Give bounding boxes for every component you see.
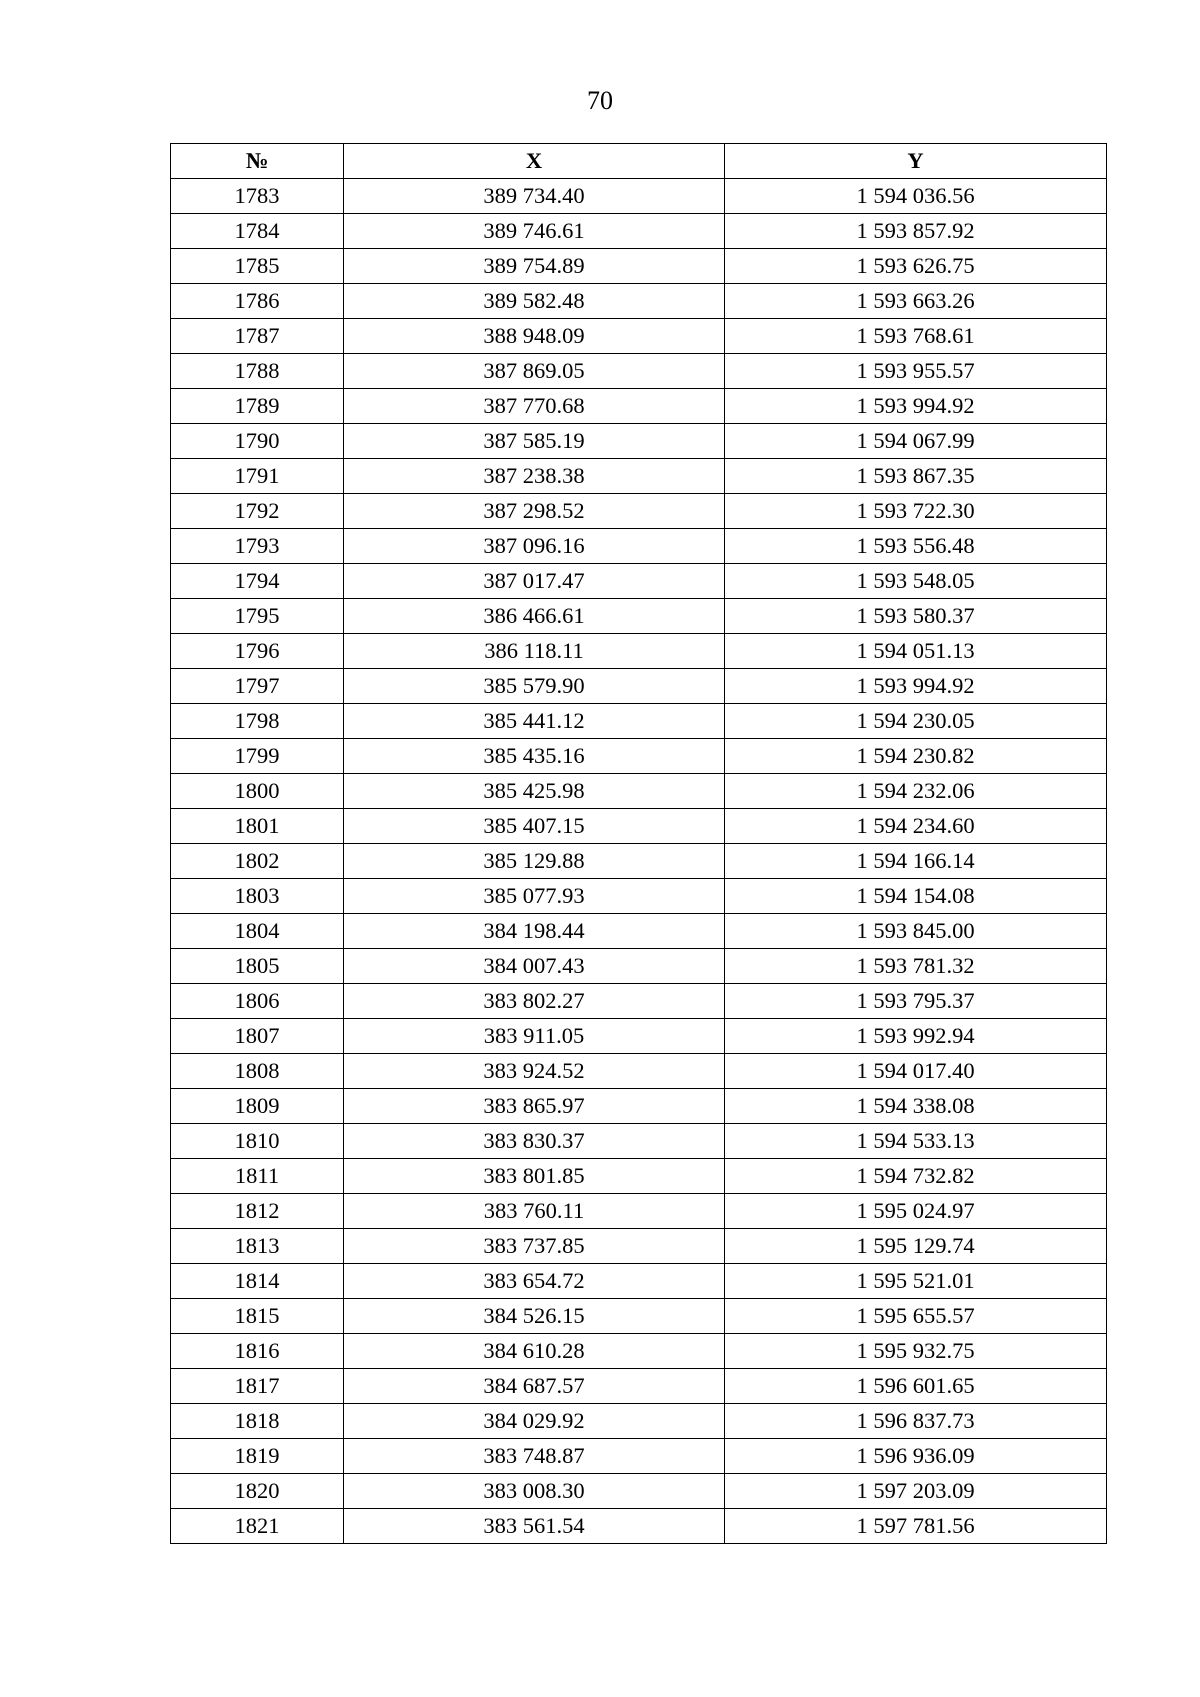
table-row bbox=[171, 459, 1107, 494]
table-row bbox=[171, 914, 1107, 949]
point-number-cell: 1783 bbox=[171, 179, 344, 214]
table-row bbox=[171, 1334, 1107, 1369]
point-number-cell: 1812 bbox=[171, 1194, 344, 1229]
point-number-cell: 1790 bbox=[171, 424, 344, 459]
table-row bbox=[171, 179, 1107, 214]
x-coordinate-cell: 387 017.47 bbox=[344, 564, 725, 599]
table-row bbox=[171, 214, 1107, 249]
y-coordinate-cell: 1 595 521.01 bbox=[725, 1264, 1107, 1299]
table-row bbox=[171, 1404, 1107, 1439]
y-coordinate-cell: 1 593 663.26 bbox=[725, 284, 1107, 319]
x-coordinate-cell: 387 585.19 bbox=[344, 424, 725, 459]
y-coordinate-cell: 1 593 795.37 bbox=[725, 984, 1107, 1019]
x-coordinate-cell: 383 737.85 bbox=[344, 1229, 725, 1264]
table-header bbox=[171, 144, 1107, 179]
y-coordinate-cell: 1 593 722.30 bbox=[725, 494, 1107, 529]
table-row bbox=[171, 1124, 1107, 1159]
point-number-cell: 1811 bbox=[171, 1159, 344, 1194]
table-row bbox=[171, 354, 1107, 389]
table-row bbox=[171, 1439, 1107, 1474]
column-header-number: № bbox=[171, 144, 344, 179]
table-row bbox=[171, 949, 1107, 984]
y-coordinate-cell: 1 593 845.00 bbox=[725, 914, 1107, 949]
x-coordinate-cell: 385 579.90 bbox=[344, 669, 725, 704]
point-number-cell: 1798 bbox=[171, 704, 344, 739]
x-coordinate-cell: 387 096.16 bbox=[344, 529, 725, 564]
point-number-cell: 1785 bbox=[171, 249, 344, 284]
y-coordinate-cell: 1 596 601.65 bbox=[725, 1369, 1107, 1404]
y-coordinate-cell: 1 597 781.56 bbox=[725, 1509, 1107, 1544]
x-coordinate-cell: 384 007.43 bbox=[344, 949, 725, 984]
x-coordinate-cell: 384 687.57 bbox=[344, 1369, 725, 1404]
y-coordinate-cell: 1 593 626.75 bbox=[725, 249, 1107, 284]
table-row bbox=[171, 319, 1107, 354]
x-coordinate-cell: 383 760.11 bbox=[344, 1194, 725, 1229]
point-number-cell: 1821 bbox=[171, 1509, 344, 1544]
point-number-cell: 1805 bbox=[171, 949, 344, 984]
x-coordinate-cell: 386 466.61 bbox=[344, 599, 725, 634]
table-row bbox=[171, 494, 1107, 529]
table-row bbox=[171, 1089, 1107, 1124]
y-coordinate-cell: 1 596 936.09 bbox=[725, 1439, 1107, 1474]
point-number-cell: 1806 bbox=[171, 984, 344, 1019]
header-row bbox=[171, 144, 1107, 179]
x-coordinate-cell: 389 734.40 bbox=[344, 179, 725, 214]
y-coordinate-cell: 1 593 992.94 bbox=[725, 1019, 1107, 1054]
y-coordinate-cell: 1 594 232.06 bbox=[725, 774, 1107, 809]
y-coordinate-cell: 1 593 781.32 bbox=[725, 949, 1107, 984]
table-row bbox=[171, 669, 1107, 704]
table-row bbox=[171, 1019, 1107, 1054]
table-row bbox=[171, 809, 1107, 844]
x-coordinate-cell: 384 526.15 bbox=[344, 1299, 725, 1334]
y-coordinate-cell: 1 594 036.56 bbox=[725, 179, 1107, 214]
table-row bbox=[171, 634, 1107, 669]
y-coordinate-cell: 1 595 024.97 bbox=[725, 1194, 1107, 1229]
x-coordinate-cell: 385 435.16 bbox=[344, 739, 725, 774]
table-row bbox=[171, 1299, 1107, 1334]
y-coordinate-cell: 1 593 548.05 bbox=[725, 564, 1107, 599]
point-number-cell: 1796 bbox=[171, 634, 344, 669]
x-coordinate-cell: 383 802.27 bbox=[344, 984, 725, 1019]
table-row bbox=[171, 774, 1107, 809]
point-number-cell: 1800 bbox=[171, 774, 344, 809]
x-coordinate-cell: 385 129.88 bbox=[344, 844, 725, 879]
y-coordinate-cell: 1 593 556.48 bbox=[725, 529, 1107, 564]
x-coordinate-cell: 387 298.52 bbox=[344, 494, 725, 529]
x-coordinate-cell: 389 582.48 bbox=[344, 284, 725, 319]
point-number-cell: 1817 bbox=[171, 1369, 344, 1404]
y-coordinate-cell: 1 597 203.09 bbox=[725, 1474, 1107, 1509]
point-number-cell: 1802 bbox=[171, 844, 344, 879]
point-number-cell: 1820 bbox=[171, 1474, 344, 1509]
table-row bbox=[171, 249, 1107, 284]
point-number-cell: 1792 bbox=[171, 494, 344, 529]
point-number-cell: 1797 bbox=[171, 669, 344, 704]
y-coordinate-cell: 1 594 338.08 bbox=[725, 1089, 1107, 1124]
table-row bbox=[171, 879, 1107, 914]
y-coordinate-cell: 1 594 234.60 bbox=[725, 809, 1107, 844]
point-number-cell: 1810 bbox=[171, 1124, 344, 1159]
x-coordinate-cell: 385 441.12 bbox=[344, 704, 725, 739]
table-row bbox=[171, 1194, 1107, 1229]
x-coordinate-cell: 385 407.15 bbox=[344, 809, 725, 844]
y-coordinate-cell: 1 594 067.99 bbox=[725, 424, 1107, 459]
x-coordinate-cell: 383 748.87 bbox=[344, 1439, 725, 1474]
x-coordinate-cell: 383 911.05 bbox=[344, 1019, 725, 1054]
point-number-cell: 1787 bbox=[171, 319, 344, 354]
y-coordinate-cell: 1 594 166.14 bbox=[725, 844, 1107, 879]
column-header-x: X bbox=[344, 144, 725, 179]
table-row bbox=[171, 984, 1107, 1019]
table-row bbox=[171, 844, 1107, 879]
x-coordinate-cell: 389 746.61 bbox=[344, 214, 725, 249]
point-number-cell: 1807 bbox=[171, 1019, 344, 1054]
table-row bbox=[171, 284, 1107, 319]
x-coordinate-cell: 385 425.98 bbox=[344, 774, 725, 809]
y-coordinate-cell: 1 594 732.82 bbox=[725, 1159, 1107, 1194]
x-coordinate-cell: 389 754.89 bbox=[344, 249, 725, 284]
y-coordinate-cell: 1 593 857.92 bbox=[725, 214, 1107, 249]
point-number-cell: 1786 bbox=[171, 284, 344, 319]
point-number-cell: 1814 bbox=[171, 1264, 344, 1299]
x-coordinate-cell: 383 830.37 bbox=[344, 1124, 725, 1159]
x-coordinate-cell: 383 654.72 bbox=[344, 1264, 725, 1299]
y-coordinate-cell: 1 594 230.82 bbox=[725, 739, 1107, 774]
x-coordinate-cell: 388 948.09 bbox=[344, 319, 725, 354]
table-row bbox=[171, 1509, 1107, 1544]
x-coordinate-cell: 386 118.11 bbox=[344, 634, 725, 669]
table-row bbox=[171, 1474, 1107, 1509]
x-coordinate-cell: 387 869.05 bbox=[344, 354, 725, 389]
table-row bbox=[171, 564, 1107, 599]
x-coordinate-cell: 383 561.54 bbox=[344, 1509, 725, 1544]
x-coordinate-cell: 383 008.30 bbox=[344, 1474, 725, 1509]
column-header-y: Y bbox=[725, 144, 1107, 179]
y-coordinate-cell: 1 594 533.13 bbox=[725, 1124, 1107, 1159]
point-number-cell: 1789 bbox=[171, 389, 344, 424]
point-number-cell: 1815 bbox=[171, 1299, 344, 1334]
point-number-cell: 1794 bbox=[171, 564, 344, 599]
point-number-cell: 1809 bbox=[171, 1089, 344, 1124]
table-row bbox=[171, 704, 1107, 739]
y-coordinate-cell: 1 594 051.13 bbox=[725, 634, 1107, 669]
table-row bbox=[171, 389, 1107, 424]
y-coordinate-cell: 1 596 837.73 bbox=[725, 1404, 1107, 1439]
x-coordinate-cell: 383 865.97 bbox=[344, 1089, 725, 1124]
table-row bbox=[171, 1229, 1107, 1264]
table-row bbox=[171, 424, 1107, 459]
table-row bbox=[171, 1264, 1107, 1299]
y-coordinate-cell: 1 593 955.57 bbox=[725, 354, 1107, 389]
y-coordinate-cell: 1 595 932.75 bbox=[725, 1334, 1107, 1369]
y-coordinate-cell: 1 594 230.05 bbox=[725, 704, 1107, 739]
coordinates-table bbox=[170, 143, 1107, 1544]
table-row bbox=[171, 1054, 1107, 1089]
point-number-cell: 1803 bbox=[171, 879, 344, 914]
x-coordinate-cell: 383 801.85 bbox=[344, 1159, 725, 1194]
table-row bbox=[171, 1369, 1107, 1404]
y-coordinate-cell: 1 595 655.57 bbox=[725, 1299, 1107, 1334]
y-coordinate-cell: 1 594 154.08 bbox=[725, 879, 1107, 914]
point-number-cell: 1793 bbox=[171, 529, 344, 564]
table-row bbox=[171, 739, 1107, 774]
table-row bbox=[171, 1159, 1107, 1194]
x-coordinate-cell: 387 238.38 bbox=[344, 459, 725, 494]
point-number-cell: 1784 bbox=[171, 214, 344, 249]
point-number-cell: 1818 bbox=[171, 1404, 344, 1439]
point-number-cell: 1819 bbox=[171, 1439, 344, 1474]
y-coordinate-cell: 1 595 129.74 bbox=[725, 1229, 1107, 1264]
x-coordinate-cell: 384 029.92 bbox=[344, 1404, 725, 1439]
y-coordinate-cell: 1 593 580.37 bbox=[725, 599, 1107, 634]
x-coordinate-cell: 385 077.93 bbox=[344, 879, 725, 914]
point-number-cell: 1808 bbox=[171, 1054, 344, 1089]
point-number-cell: 1804 bbox=[171, 914, 344, 949]
x-coordinate-cell: 384 610.28 bbox=[344, 1334, 725, 1369]
table-row bbox=[171, 599, 1107, 634]
point-number-cell: 1788 bbox=[171, 354, 344, 389]
page-number: 70 bbox=[587, 86, 613, 115]
y-coordinate-cell: 1 593 994.92 bbox=[725, 669, 1107, 704]
point-number-cell: 1799 bbox=[171, 739, 344, 774]
x-coordinate-cell: 384 198.44 bbox=[344, 914, 725, 949]
point-number-cell: 1795 bbox=[171, 599, 344, 634]
point-number-cell: 1801 bbox=[171, 809, 344, 844]
table-body bbox=[171, 179, 1107, 1544]
point-number-cell: 1791 bbox=[171, 459, 344, 494]
y-coordinate-cell: 1 594 017.40 bbox=[725, 1054, 1107, 1089]
table-row bbox=[171, 529, 1107, 564]
x-coordinate-cell: 383 924.52 bbox=[344, 1054, 725, 1089]
y-coordinate-cell: 1 593 994.92 bbox=[725, 389, 1107, 424]
y-coordinate-cell: 1 593 867.35 bbox=[725, 459, 1107, 494]
x-coordinate-cell: 387 770.68 bbox=[344, 389, 725, 424]
point-number-cell: 1816 bbox=[171, 1334, 344, 1369]
point-number-cell: 1813 bbox=[171, 1229, 344, 1264]
y-coordinate-cell: 1 593 768.61 bbox=[725, 319, 1107, 354]
